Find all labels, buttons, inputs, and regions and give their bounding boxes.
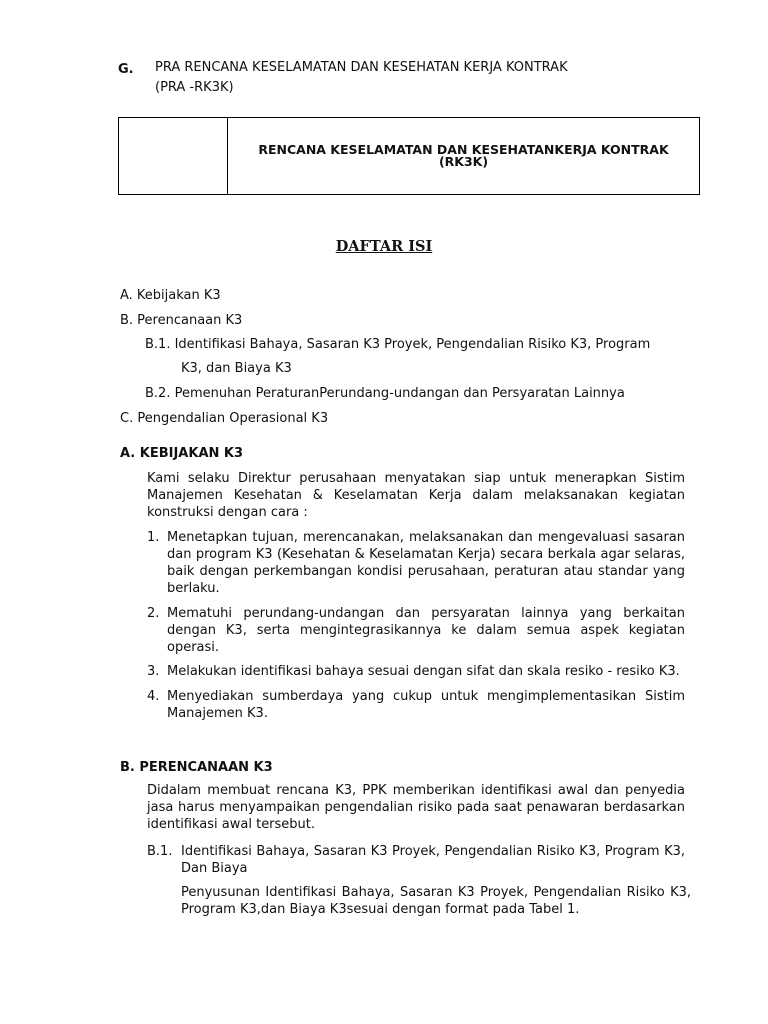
document-subtitle: (PRA -RK3K) [155,80,234,95]
section-a-title: A. KEBIJAKAN K3 [120,446,244,461]
toc-title: DAFTAR ISI [335,238,433,255]
subsection-number: B.1. [147,844,173,859]
list-item-text: Menetapkan tujuan, merencanakan, melaksanakan dan mengevaluasi sasaran dan program K3 (Kesehatan & Keselamatan Kerja) secara berkala agar selaras, baik dengan perkembangan kondisi perusahaan, peraturan atau standar yang berlaku. [167,530,685,596]
section-b-title: B. PERENCANAAN K3 [120,760,273,775]
section-letter: G. [118,62,134,77]
title-box [118,117,700,195]
list-item-text: Mematuhi perundang-undangan dan persyaratan lainnya yang berkaitan dengan K3, serta mengintegrasikannya ke dalam semua aspek kegiatan operasi. [167,606,685,655]
section-a-intro: Kami selaku Direktur perusahaan menyatakan siap untuk menerapkan Sistim Manajemen Kesehatan & Keselamatan Kerja dalam melaksanakan kegiatan konstruksi dengan cara : [147,471,685,520]
list-item-number: 1. [147,530,160,545]
subsection-title: Identifikasi Bahaya, Sasaran K3 Proyek, Pengendalian Risiko K3, Program K3, Dan Biaya [181,844,685,876]
list-item [147,688,685,722]
list-item-number: 2. [147,606,160,621]
toc-item-c: C. Pengendalian Operasional K3 [120,411,329,426]
toc-item-a: A. Kebijakan K3 [120,288,221,303]
toc-item-b: B. Perencanaan K3 [120,313,243,328]
list-item-number: 4. [147,689,160,704]
subsection-body: Penyusunan Identifikasi Bahaya, Sasaran K3 Proyek, Pengendalian Risiko K3, Program K3,dan Biaya K3sesuai dengan format pada Tabel 1. [181,885,691,917]
toc-item-b1-cont: K3, dan Biaya K3 [181,361,292,376]
subsection-b1 [147,843,685,877]
title-box-text-cell [228,118,699,194]
section-b-intro: Didalam membuat rencana K3, PPK memberikan identifikasi awal dan penyedia jasa harus menyampaikan pengendalian risiko pada saat penawaran berdasarkan identifikasi awal tersebut. [147,783,685,832]
list-item [147,605,685,656]
title-box-empty-cell [119,118,228,194]
list-item-number: 3. [147,664,160,679]
toc-item-b1: B.1. Identifikasi Bahaya, Sasaran K3 Proyek, Pengendalian Risiko K3, Program [145,337,651,352]
list-item [147,663,685,680]
toc-item-b2: B.2. Pemenuhan PeraturanPerundang-undangan dan Persyaratan Lainnya [145,386,625,401]
list-item-text: Melakukan identifikasi bahaya sesuai dengan sifat dan skala resiko - resiko K3. [167,664,680,679]
list-item [147,529,685,597]
list-item-text: Menyediakan sumberdaya yang cukup untuk mengimplementasikan Sistim Manajemen K3. [167,689,685,721]
title-box-line2: (RK3K) [438,154,489,169]
title-box-line1: RENCANA KESELAMATAN DAN KESEHATANKERJA KONTRAK [258,142,669,157]
document-title: PRA RENCANA KESELAMATAN DAN KESEHATAN KERJA KONTRAK [155,60,568,75]
